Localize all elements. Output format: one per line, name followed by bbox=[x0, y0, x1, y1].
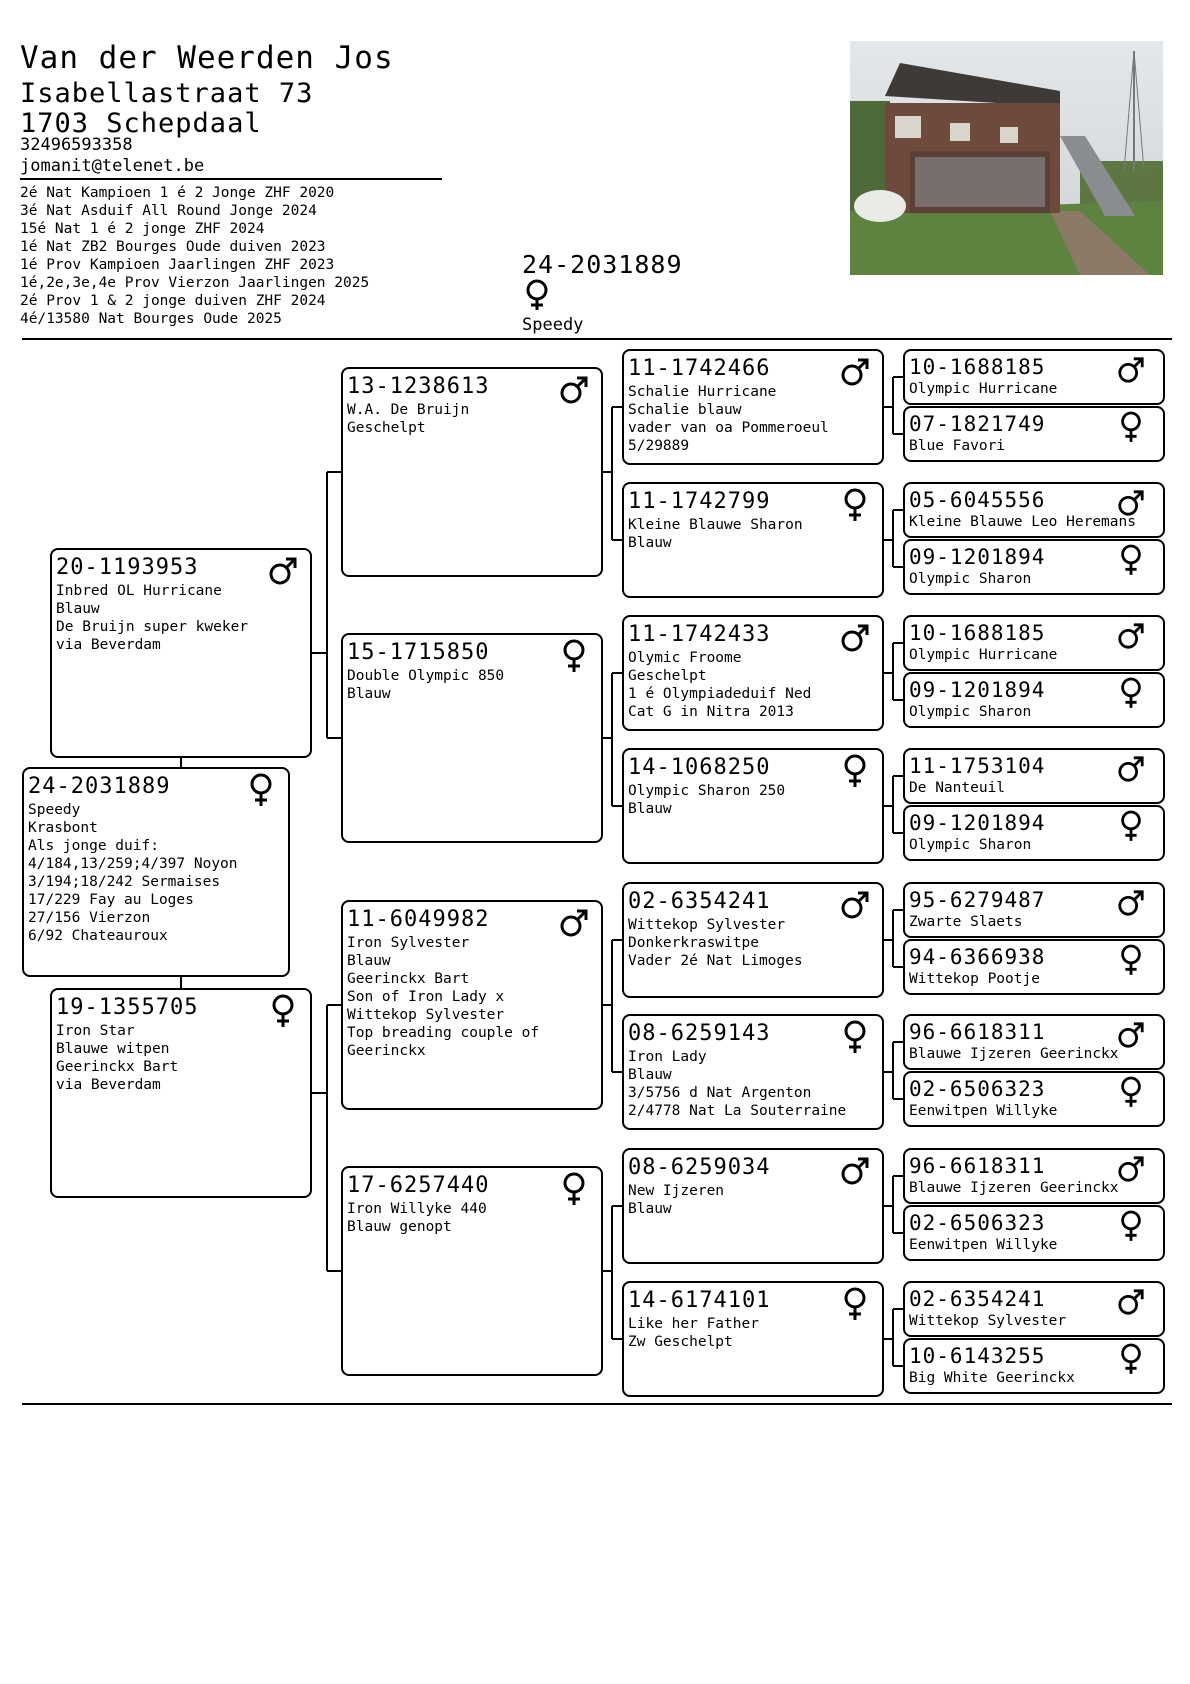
ring-number: 10-1688185 bbox=[909, 621, 1046, 645]
detail-line: Olympic Sharon 250 bbox=[628, 783, 786, 799]
sire-card[interactable] bbox=[50, 548, 312, 758]
detail-line: 4/184,13/259;4/397 Noyon bbox=[28, 856, 238, 872]
female-symbol-icon bbox=[840, 1287, 870, 1321]
ring-number: 15-1715850 bbox=[347, 640, 490, 665]
detail-line: Blauw bbox=[628, 801, 672, 817]
detail-line: Blauw bbox=[628, 1067, 672, 1083]
male-symbol-icon bbox=[1117, 1286, 1145, 1318]
result-item: 1é,2e,3e,4e Prov Vierzon Jaarlingen 2025 bbox=[20, 275, 370, 291]
detail-line: Speedy bbox=[28, 802, 81, 818]
female-symbol-icon bbox=[1117, 810, 1145, 842]
pigeon-details bbox=[909, 437, 1005, 455]
connector-line bbox=[180, 758, 182, 767]
connector-line bbox=[612, 406, 622, 408]
pigeon-details bbox=[909, 380, 1057, 398]
detail-line: W.A. De Bruijn bbox=[347, 402, 470, 418]
ancestor-gen5-card[interactable] bbox=[903, 615, 1165, 671]
detail-line: Blauw bbox=[628, 535, 672, 551]
detail-line: Schalie Hurricane bbox=[628, 384, 777, 400]
connector-line bbox=[327, 1004, 341, 1006]
connector-line bbox=[893, 433, 903, 435]
connector-line bbox=[611, 1206, 613, 1339]
female-symbol-icon bbox=[1117, 1076, 1145, 1108]
ring-number: 11-1753104 bbox=[909, 754, 1046, 778]
ring-number: 96-6618311 bbox=[909, 1154, 1046, 1178]
pigeon-details bbox=[347, 934, 539, 1060]
detail-line: 17/229 Fay au Loges bbox=[28, 892, 194, 908]
detail-line: Wittekop Sylvester bbox=[909, 1313, 1067, 1329]
ancestor-gen5-card[interactable] bbox=[903, 748, 1165, 804]
connector-line bbox=[180, 977, 182, 988]
detail-line: Olymic Froome bbox=[628, 650, 742, 666]
detail-line: Olympic Sharon bbox=[909, 571, 1032, 587]
ring-number: 02-6354241 bbox=[909, 1287, 1046, 1311]
detail-line: Wittekop Pootje bbox=[909, 971, 1040, 987]
ancestor-gen5-card[interactable] bbox=[903, 539, 1165, 595]
detail-line: via Beverdam bbox=[56, 1077, 161, 1093]
ring-number: 09-1201894 bbox=[909, 545, 1046, 569]
pigeon-details bbox=[909, 570, 1031, 588]
ancestor-gen5-card[interactable] bbox=[903, 1281, 1165, 1337]
detail-line: Like her Father bbox=[628, 1316, 759, 1332]
ring-number: 05-6045556 bbox=[909, 488, 1046, 512]
connector-line bbox=[892, 1309, 894, 1366]
result-item: 15é Nat 1 é 2 jonge ZHF 2024 bbox=[20, 221, 265, 237]
detail-line: Olympic Sharon bbox=[909, 704, 1032, 720]
pigeon-details bbox=[909, 779, 1005, 797]
detail-line: Iron Lady bbox=[628, 1049, 707, 1065]
connector-line bbox=[893, 509, 903, 511]
ring-number: 09-1201894 bbox=[909, 678, 1046, 702]
detail-line: De Nanteuil bbox=[909, 780, 1006, 796]
connector-line bbox=[327, 471, 341, 473]
detail-line: Blue Favori bbox=[909, 438, 1006, 454]
ring-number: 10-1688185 bbox=[909, 355, 1046, 379]
connector-line bbox=[612, 539, 622, 541]
ring-number: 02-6354241 bbox=[628, 889, 771, 914]
connector-line bbox=[611, 407, 613, 540]
female-symbol-icon bbox=[246, 773, 276, 807]
ring-number: 10-6143255 bbox=[909, 1344, 1046, 1368]
ring-number: 11-1742433 bbox=[628, 622, 771, 647]
detail-line: Kleine Blauwe Leo Heremans bbox=[909, 514, 1136, 530]
owner-phone: 32496593358 bbox=[20, 135, 133, 155]
detail-line: Wittekop Sylvester bbox=[628, 917, 786, 933]
ancestor-gen5-card[interactable] bbox=[903, 406, 1165, 462]
detail-line: Iron Star bbox=[56, 1023, 135, 1039]
connector-line bbox=[612, 1071, 622, 1073]
detail-line: Blauwe witpen bbox=[56, 1041, 170, 1057]
female-symbol-icon bbox=[1117, 1210, 1145, 1242]
male-symbol-icon bbox=[840, 1154, 870, 1188]
ring-number: 11-1742799 bbox=[628, 489, 771, 514]
detail-line: via Beverdam bbox=[56, 637, 161, 653]
detail-line: Big White Geerinckx bbox=[909, 1370, 1075, 1386]
connector-line bbox=[892, 1042, 894, 1099]
pigeon-details bbox=[628, 782, 785, 818]
detail-line: Geerinckx Bart bbox=[347, 971, 470, 987]
pigeon-details bbox=[347, 401, 469, 437]
grandparent-card[interactable] bbox=[341, 1166, 603, 1376]
male-symbol-icon bbox=[1117, 620, 1145, 652]
ring-number: 09-1201894 bbox=[909, 811, 1046, 835]
detail-line: Blauw bbox=[56, 601, 100, 617]
pigeon-details bbox=[628, 916, 803, 970]
result-item: 1é Nat ZB2 Bourges Oude duiven 2023 bbox=[20, 239, 326, 255]
pigeon-details bbox=[909, 1369, 1075, 1387]
female-symbol-icon bbox=[1117, 544, 1145, 576]
owner-email[interactable]: jomanit@telenet.be bbox=[20, 156, 205, 176]
connector-line bbox=[612, 805, 622, 807]
female-symbol-icon bbox=[559, 1172, 589, 1206]
detail-line: Wittekop Sylvester bbox=[347, 1007, 505, 1023]
detail-line: Blauwe Ijzeren Geerinckx bbox=[909, 1046, 1119, 1062]
detail-line: 5/29889 bbox=[628, 438, 690, 454]
ancestor-gen5-card[interactable] bbox=[903, 672, 1165, 728]
connector-line bbox=[892, 1176, 894, 1233]
connector-line bbox=[893, 566, 903, 568]
connector-line bbox=[612, 1338, 622, 1340]
ancestor-gen5-card[interactable] bbox=[903, 939, 1165, 995]
pigeon-details bbox=[909, 1102, 1057, 1120]
pigeon-details bbox=[909, 703, 1031, 721]
connector-line bbox=[893, 1365, 903, 1367]
ancestor-gen4-card[interactable] bbox=[622, 882, 884, 998]
detail-line: Son of Iron Lady x bbox=[347, 989, 505, 1005]
connector-line bbox=[611, 940, 613, 1072]
male-symbol-icon bbox=[840, 621, 870, 655]
pigeon-details bbox=[56, 1022, 178, 1094]
detail-line: 1 é Olympiadeduif Ned bbox=[628, 686, 812, 702]
pigeon-details bbox=[628, 1048, 846, 1120]
connector-line bbox=[892, 776, 894, 833]
connector-line bbox=[893, 1098, 903, 1100]
owner-city: 1703 Schepdaal bbox=[20, 108, 262, 139]
detail-line: Iron Sylvester bbox=[347, 935, 470, 951]
connector-line bbox=[893, 642, 903, 644]
pigeon-details bbox=[628, 516, 803, 552]
detail-line: Blauw bbox=[347, 686, 391, 702]
connector-line bbox=[612, 939, 622, 941]
male-symbol-icon bbox=[1117, 887, 1145, 919]
detail-line: Olympic Hurricane bbox=[909, 381, 1058, 397]
male-symbol-icon bbox=[559, 373, 589, 407]
male-symbol-icon bbox=[1117, 1019, 1145, 1051]
detail-line: 3/5756 d Nat Argenton bbox=[628, 1085, 812, 1101]
connector-line bbox=[326, 472, 328, 738]
detail-line: Blauw bbox=[628, 1201, 672, 1217]
pigeon-details bbox=[628, 1315, 759, 1351]
ancestor-gen4-card[interactable] bbox=[622, 1281, 884, 1397]
connector-line bbox=[893, 909, 903, 911]
connector-line bbox=[612, 1205, 622, 1207]
connector-line bbox=[893, 775, 903, 777]
ring-number: 02-6506323 bbox=[909, 1077, 1046, 1101]
detail-line: Blauwe Ijzeren Geerinckx bbox=[909, 1180, 1119, 1196]
detail-line: Krasbont bbox=[28, 820, 98, 836]
pigeon-details bbox=[909, 1179, 1119, 1197]
detail-line: Eenwitpen Willyke bbox=[909, 1237, 1058, 1253]
detail-line: 6/92 Chateauroux bbox=[28, 928, 168, 944]
detail-line: Olympic Sharon bbox=[909, 837, 1032, 853]
pigeon-details bbox=[909, 1045, 1119, 1063]
ring-number: 95-6279487 bbox=[909, 888, 1046, 912]
connector-line bbox=[892, 643, 894, 700]
subject-name: Speedy bbox=[522, 315, 584, 335]
connector-line bbox=[893, 1232, 903, 1234]
result-item: 2é Nat Kampioen 1 é 2 Jonge ZHF 2020 bbox=[20, 185, 335, 201]
result-item: 2é Prov 1 & 2 jonge duiven ZHF 2024 bbox=[20, 293, 326, 309]
detail-line: De Bruijn super kweker bbox=[56, 619, 249, 635]
result-item: 3é Nat Asduif All Round Jonge 2024 bbox=[20, 203, 317, 219]
detail-line: Donkerkraswitpe bbox=[628, 935, 759, 951]
female-symbol-icon bbox=[840, 754, 870, 788]
detail-line: Kleine Blauwe Sharon bbox=[628, 517, 803, 533]
connector-line bbox=[893, 1308, 903, 1310]
ring-number: 96-6618311 bbox=[909, 1020, 1046, 1044]
ancestor-gen5-card[interactable] bbox=[903, 1205, 1165, 1261]
male-symbol-icon bbox=[840, 355, 870, 389]
owner-street: Isabellastraat 73 bbox=[20, 78, 314, 109]
ring-number: 11-6049982 bbox=[347, 907, 490, 932]
detail-line: Double Olympic 850 bbox=[347, 668, 505, 684]
detail-line: Als jonge duif: bbox=[28, 838, 159, 854]
ancestor-gen5-card[interactable] bbox=[903, 1071, 1165, 1127]
connector-line bbox=[312, 652, 327, 654]
grandparent-card[interactable] bbox=[341, 633, 603, 843]
ring-number: 24-2031889 bbox=[28, 774, 171, 799]
subject-card[interactable] bbox=[22, 767, 290, 977]
ancestor-gen5-card[interactable] bbox=[903, 1014, 1165, 1070]
ancestor-gen5-card[interactable] bbox=[903, 349, 1165, 405]
ring-number: 13-1238613 bbox=[347, 374, 490, 399]
ring-number: 08-6259034 bbox=[628, 1155, 771, 1180]
male-symbol-icon bbox=[559, 906, 589, 940]
connector-line bbox=[327, 1270, 341, 1272]
connector-line bbox=[327, 737, 341, 739]
male-symbol-icon bbox=[1117, 1153, 1145, 1185]
connector-line bbox=[892, 510, 894, 567]
connector-line bbox=[893, 1175, 903, 1177]
detail-line: Zwarte Slaets bbox=[909, 914, 1023, 930]
ring-number: 07-1821749 bbox=[909, 412, 1046, 436]
connector-line bbox=[892, 377, 894, 434]
result-item: 4é/13580 Nat Bourges Oude 2025 bbox=[20, 311, 282, 327]
ancestor-gen4-card[interactable] bbox=[622, 1148, 884, 1264]
male-symbol-icon bbox=[1117, 354, 1145, 386]
ring-number: 14-6174101 bbox=[628, 1288, 771, 1313]
connector-line bbox=[611, 673, 613, 806]
pigeon-details bbox=[56, 582, 248, 654]
connector-line bbox=[893, 1041, 903, 1043]
ancestor-gen5-card[interactable] bbox=[903, 1338, 1165, 1394]
pigeon-details bbox=[347, 667, 504, 703]
detail-line: 2/4778 Nat La Souterraine bbox=[628, 1103, 847, 1119]
female-symbol-icon bbox=[1117, 411, 1145, 443]
ancestor-gen5-card[interactable] bbox=[903, 482, 1165, 538]
detail-line: 3/194;18/242 Sermaises bbox=[28, 874, 221, 890]
ancestor-gen5-card[interactable] bbox=[903, 882, 1165, 938]
pigeon-details bbox=[909, 1312, 1066, 1330]
ancestor-gen4-card[interactable] bbox=[622, 748, 884, 864]
male-symbol-icon bbox=[268, 554, 298, 588]
detail-line: New Ijzeren bbox=[628, 1183, 725, 1199]
connector-line bbox=[312, 1092, 327, 1094]
pigeon-details bbox=[909, 836, 1031, 854]
female-symbol-icon bbox=[268, 994, 298, 1028]
grandparent-card[interactable] bbox=[341, 900, 603, 1110]
connector-line bbox=[892, 910, 894, 967]
ring-number: 20-1193953 bbox=[56, 555, 199, 580]
pigeon-details bbox=[628, 1182, 724, 1218]
connector-line bbox=[893, 699, 903, 701]
detail-line: Cat G in Nitra 2013 bbox=[628, 704, 794, 720]
ring-number: 02-6506323 bbox=[909, 1211, 1046, 1235]
detail-line: Eenwitpen Willyke bbox=[909, 1103, 1058, 1119]
ancestor-gen5-card[interactable] bbox=[903, 805, 1165, 861]
connector-line bbox=[893, 832, 903, 834]
detail-line: Schalie blauw bbox=[628, 402, 742, 418]
female-symbol-icon bbox=[1117, 1343, 1145, 1375]
connector-line bbox=[893, 966, 903, 968]
ring-number: 17-6257440 bbox=[347, 1173, 490, 1198]
detail-line: Iron Willyke 440 bbox=[347, 1201, 487, 1217]
female-symbol-icon bbox=[840, 488, 870, 522]
female-symbol-icon bbox=[1117, 677, 1145, 709]
connector-line bbox=[612, 672, 622, 674]
dam-card[interactable] bbox=[50, 988, 312, 1198]
female-symbol-icon bbox=[559, 639, 589, 673]
detail-line: Vader 2é Nat Limoges bbox=[628, 953, 803, 969]
ancestor-gen4-card[interactable] bbox=[622, 615, 884, 731]
pigeon-details bbox=[909, 646, 1057, 664]
detail-line: Inbred OL Hurricane bbox=[56, 583, 222, 599]
ancestor-gen4-card[interactable] bbox=[622, 1014, 884, 1130]
subject-ring: 24-2031889 bbox=[522, 250, 683, 279]
pigeon-details bbox=[628, 383, 829, 455]
pigeon-details bbox=[628, 649, 811, 721]
detail-line: Geschelpt bbox=[347, 420, 426, 436]
detail-line: Blauw bbox=[347, 953, 391, 969]
pigeon-details bbox=[28, 801, 238, 945]
ring-number: 08-6259143 bbox=[628, 1021, 771, 1046]
detail-line: Olympic Hurricane bbox=[909, 647, 1058, 663]
pigeon-details bbox=[347, 1200, 487, 1236]
female-symbol-icon bbox=[1117, 944, 1145, 976]
detail-line: Top breading couple of bbox=[347, 1025, 540, 1041]
male-symbol-icon bbox=[840, 888, 870, 922]
ring-number: 94-6366938 bbox=[909, 945, 1046, 969]
detail-line: Geschelpt bbox=[628, 668, 707, 684]
detail-line: Blauw genopt bbox=[347, 1219, 452, 1235]
ring-number: 11-1742466 bbox=[628, 356, 771, 381]
male-symbol-icon bbox=[1117, 753, 1145, 785]
grandparent-card[interactable] bbox=[341, 367, 603, 577]
detail-line: 27/156 Vierzon bbox=[28, 910, 151, 926]
ring-number: 19-1355705 bbox=[56, 995, 199, 1020]
pigeon-details bbox=[909, 513, 1136, 531]
connector-line bbox=[326, 1005, 328, 1271]
pigeon-details bbox=[909, 913, 1023, 931]
detail-line: vader van oa Pommeroeul bbox=[628, 420, 829, 436]
result-item: 1é Prov Kampioen Jaarlingen ZHF 2023 bbox=[20, 257, 335, 273]
ancestor-gen4-card[interactable] bbox=[622, 349, 884, 465]
pigeon-details bbox=[909, 1236, 1057, 1254]
connector-line bbox=[893, 376, 903, 378]
detail-line: Geerinckx bbox=[347, 1043, 426, 1059]
owner-name: Van der Weerden Jos bbox=[20, 40, 394, 76]
pigeon-details bbox=[909, 970, 1040, 988]
ancestor-gen5-card[interactable] bbox=[903, 1148, 1165, 1204]
ancestor-gen4-card[interactable] bbox=[622, 482, 884, 598]
ring-number: 14-1068250 bbox=[628, 755, 771, 780]
detail-line: Geerinckx Bart bbox=[56, 1059, 179, 1075]
detail-line: Zw Geschelpt bbox=[628, 1334, 733, 1350]
